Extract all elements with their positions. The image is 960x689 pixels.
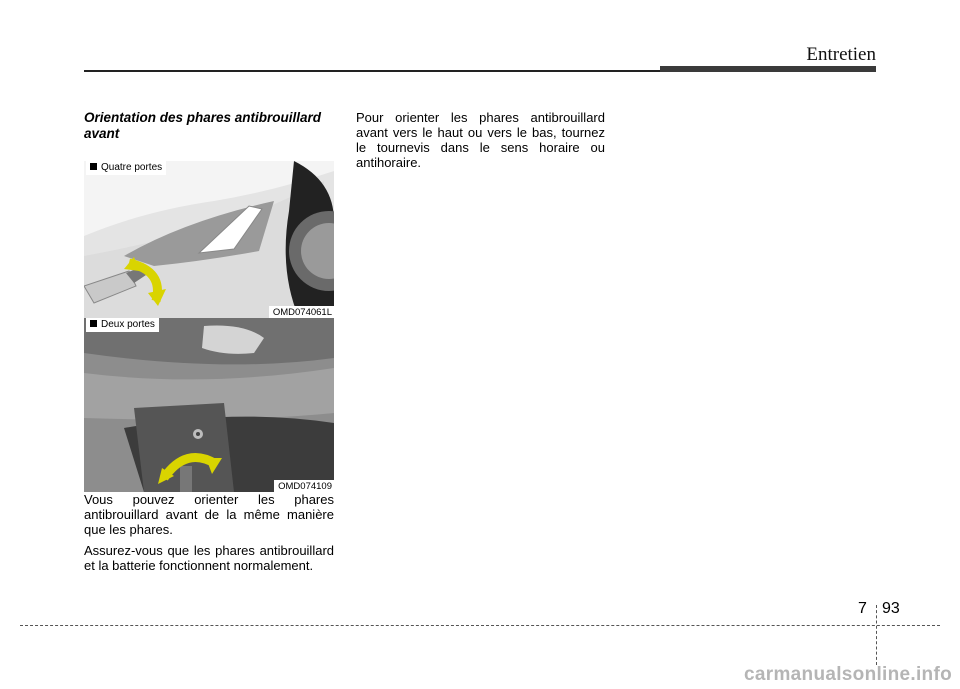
figure-label bbox=[86, 161, 166, 175]
chapter-number: 7 bbox=[858, 600, 867, 617]
square-bullet-icon bbox=[90, 163, 97, 170]
figure-code: OMD074061L bbox=[269, 306, 334, 318]
page-number: 93 bbox=[882, 600, 900, 617]
figure-label-text: Deux portes bbox=[101, 319, 155, 330]
left-column bbox=[84, 110, 334, 579]
section-heading: Orientation des phares antibrouillard avant bbox=[84, 110, 322, 141]
header-rule-thin bbox=[84, 70, 660, 72]
figure-label bbox=[86, 318, 159, 332]
fog-lamp-illustration-four-door bbox=[84, 161, 334, 318]
fog-lamp-illustration-two-door bbox=[84, 318, 334, 492]
figure-label-text: Quatre portes bbox=[101, 162, 163, 173]
right-column bbox=[356, 110, 605, 176]
footer-rule bbox=[20, 625, 940, 626]
watermark: carmanualsonline.info bbox=[744, 664, 952, 685]
footer-divider bbox=[876, 605, 877, 665]
left-paragraph-2: Assurez-vous que les phares antibrouillard et la batterie fonctionnent normalement. bbox=[84, 543, 334, 573]
figure-code: OMD074109 bbox=[274, 480, 334, 492]
right-paragraph-1: Pour orienter les phares antibrouillard avant vers le haut ou vers le bas, tournez le tournevis dans le sens horaire ou antihoraire. bbox=[356, 110, 605, 170]
header-rule-thick bbox=[660, 66, 876, 72]
left-paragraph-1: Vous pouvez orienter les phares antibrouillard avant de la même manière que les phares. bbox=[84, 492, 334, 537]
square-bullet-icon bbox=[90, 320, 97, 327]
chapter-title: Entretien bbox=[806, 44, 876, 65]
figure-two-door bbox=[84, 318, 334, 492]
figure-four-door bbox=[84, 161, 334, 318]
